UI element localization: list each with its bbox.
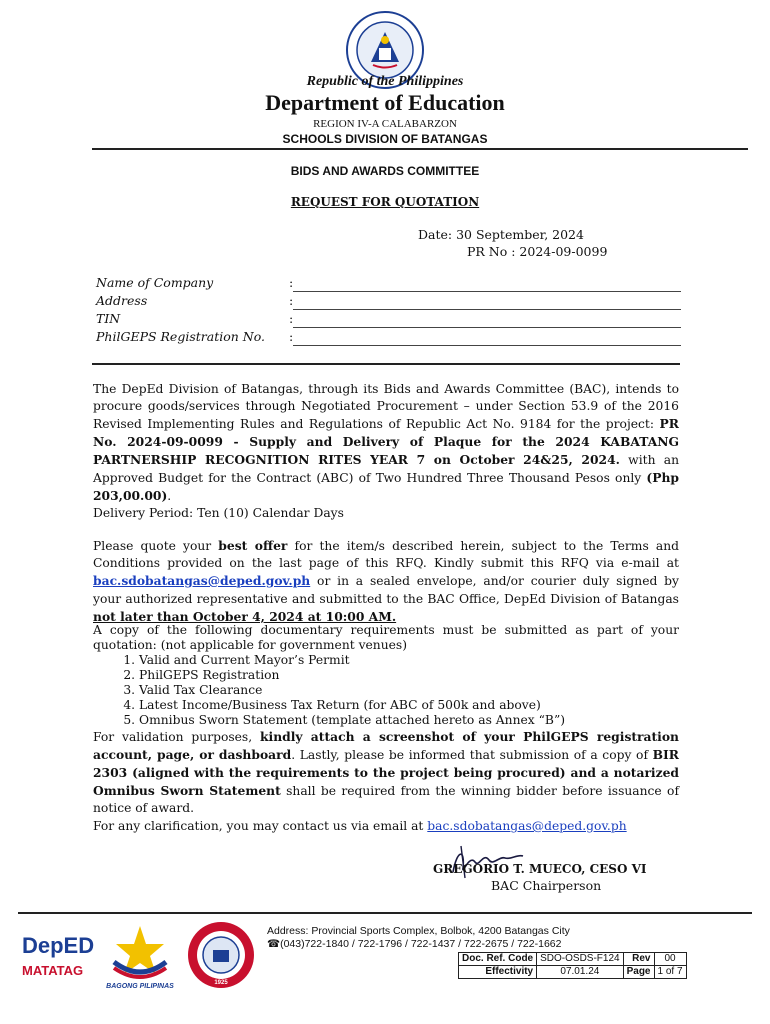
list-item: 4. Latest Income/Business Tax Return (for ABC of 500k and above) [139,698,679,713]
requirements-intro: A copy of the following documentary requirements must be submitted as part of your quotation: (not applicable for government venues) [93,623,679,652]
pr-number-line: PR No : 2024-09-0099 [467,244,608,259]
list-item: 1. Valid and Current Mayor’s Permit [139,653,679,668]
contact-email-link[interactable]: bac.sdobatangas@deped.gov.ph [427,819,627,833]
header-divider [92,148,748,150]
rev-label: Rev [623,953,654,966]
field-colon: : [289,275,294,290]
department-heading: Department of Education [265,90,505,115]
field-blank-line [293,327,681,328]
fields-divider [92,363,680,365]
field-colon: : [289,311,294,326]
quote-paragraph [93,537,679,626]
validation-text-3: shall be required from the winning bidder before issuance of notice of award. [93,784,679,815]
contact-paragraph [93,818,679,835]
abc-amount: (Php 203,00.00) [93,470,679,503]
field-blank-line [293,309,681,310]
signatory-name: GREGORIO T. MUECO, CESO VI [433,862,647,876]
phone-line: ☎(043)722-1840 / 722-1796 / 722-1437 / 722-2675 / 722-1662 [267,938,562,950]
table-row [459,953,687,966]
validation-text-2: . Lastly, please be informed that submission of a copy of [291,748,653,762]
page-value: 1 of 7 [654,966,686,979]
list-item: 3. Valid Tax Clearance [139,683,679,698]
field-label: Name of Company [96,275,214,290]
committee-title: BIDS AND AWARDS COMMITTEE [290,164,480,178]
intro-abc-text: with an Approved Budget for the Contract (ABC) of Two Hundred Three Thousand Pesos only [93,453,680,485]
effectivity-label: Effectivity [459,966,537,979]
deped-matatag-logo [20,925,100,985]
deped-logo-text: DepED [22,933,95,958]
region-heading: REGION IV-A CALABARZON [313,118,457,130]
document-title: REQUEST FOR QUOTATION [290,195,480,209]
company-name-field[interactable] [96,275,681,293]
document-reference-table [458,952,687,979]
rev-value: 00 [654,953,686,966]
validation-bold-2: BIR 2303 (aligned with the requirements to the project being procured) and a notarized Omnibus Sworn Statement [93,747,679,798]
quote-text-2: for the item/s described herein, subject to the Terms and Conditions provided on the last page of this RFQ. Kindly submit this RFQ via e-mail at [93,539,679,570]
page-label: Page [623,966,654,979]
effectivity-value: 07.01.24 [537,966,623,979]
doc-ref-code-value: SDO-OSDS-F124 [537,953,623,966]
address-field[interactable] [96,293,681,311]
doc-ref-code-label: Doc. Ref. Code [459,953,537,966]
field-label: PhilGEPS Registration No. [96,329,265,344]
delivery-period: Delivery Period: Ten (10) Calendar Days [93,506,344,520]
supplier-info-fields [96,275,681,347]
intro-text: The DepEd Division of Batangas, through its Bids and Awards Committee (BAC), intends to procure goods/services through Negotiated Procurement – under Section 53.9 of the 2016 Revised Implementing Rules and Regulations of Republic Act No. 9184 for the project: [93,382,679,431]
field-colon: : [289,329,294,344]
validation-paragraph [93,728,679,817]
footer-address [267,925,570,951]
division-heading: SCHOOLS DIVISION OF BATANGAS [282,132,488,146]
date-line: Date: 30 September, 2024 [418,227,584,242]
division-seal-year: 1925 [214,980,228,986]
list-item: 5. Omnibus Sworn Statement (template attached hereto as Annex “B”) [139,713,679,728]
field-label: Address [96,293,148,308]
signatory-title: BAC Chairperson [491,878,602,893]
philgeps-registration-field[interactable] [96,329,681,347]
quote-text: Please quote your [93,539,219,553]
best-offer: best offer [218,538,288,553]
field-label: TIN [96,311,121,326]
bagong-pilipinas-text: BAGONG PILIPINAS [106,983,174,990]
validation-text: For validation purposes, [93,730,261,744]
republic-heading: Republic of the Philippines [306,74,464,89]
requirements-section [93,623,679,728]
intro-end: . [167,489,172,503]
field-blank-line [293,345,681,346]
intro-paragraph [93,381,679,522]
field-colon: : [289,293,294,308]
submission-deadline: not later than October 4, 2024 at 10:00 AM. [93,609,397,624]
validation-bold-1: kindly attach a screenshot of your PhilGEPS registration account, page, or dashboard [93,729,679,762]
table-row [459,966,687,979]
bac-email-link[interactable]: bac.sdobatangas@deped.gov.ph [93,573,311,588]
bagong-pilipinas-logo [100,922,180,990]
project-title: PR No. 2024-09-0099 - Supply and Delivery of Plaque for the 2024 KABATANG PARTNERSHIP RECOGNITION RITES YEAR 7 on October 24&25, 2024. [93,416,679,467]
footer-divider [18,912,752,914]
requirements-list [93,653,679,728]
tin-field[interactable] [96,311,681,329]
matatag-logo-text: MATATAG [22,963,84,978]
address-line: Address: Provincial Sports Complex, Bolbok, 4200 Batangas City [267,925,570,937]
field-blank-line [293,291,681,292]
contact-text: For any clarification, you may contact us via email at [93,819,428,833]
division-seal-logo [186,920,256,990]
list-item: 2. PhilGEPS Registration [139,668,679,683]
quote-text-3: or in a sealed envelope, and/or courier duly signed by your authorized representative and submitted to the BAC Office, DepEd Division of Batangas [93,574,679,606]
